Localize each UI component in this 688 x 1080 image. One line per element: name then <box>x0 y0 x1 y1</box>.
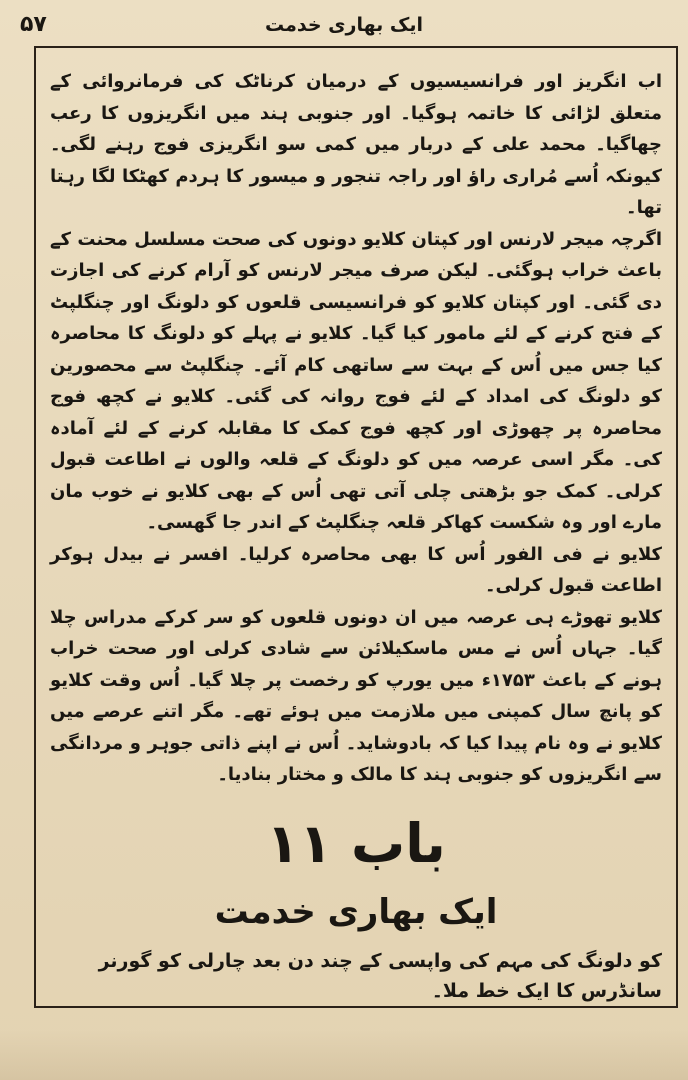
body-text <box>50 66 662 791</box>
paragraph: اگرچہ میجر لارنس اور کپتان کلایو دونوں کی صحت مسلسل محنت کے باعث خراب ہوگئی۔ لیکن صرف میجر لارنس کو آرام کرنے کی اجازت دی گئی۔ اور کپتان کلایو کو فرانسیسی قلعوں کو دلونگ اور چنگلپٹ کے فتح کرنے کے لئے مامور کیا گیا۔ کلایو نے پہلے کو دلونگ کا محاصرہ کیا جس میں اُس کے بہت سے ساتھی کام آئے۔ چنگلپٹ سے محصورین کو دلونگ کی امداد کے لئے فوج روانہ کی گئی۔ کلایو نے کچھ فوج محاصرہ پر چھوڑی اور کچھ فوج کمک کا مقابلہ کرنے کے لئے آمادہ کی۔ مگر اسی عرصہ میں کو دلونگ کے قلعہ والوں نے اطاعت قبول کرلی۔ کمک جو بڑھتی چلی آتی تھی اُس کے بھی کلایو نے خوب مان مارے اور وہ شکست کھاکر قلعہ چنگلپٹ کے اندر جا گھسی۔ <box>50 228 662 533</box>
page-number: ۵۷ <box>20 12 47 37</box>
paragraph: کلایو تھوڑے ہی عرصہ میں ان دونوں قلعوں کو سر کرکے مدراس چلا گیا۔ جہاں اُس نے مس ماسکیلائن سے شادی کرلی اور صحت خراب ہونے کے باعث ۱۷۵۳ء میں یورپ کو رخصت پر چلا گیا۔ اُس وقت کلایو کو پانچ سال کمپنی میں ملازمت میں ہوئے تھے۔ مگر اتنے عرصے میں کلایو نے وہ نام پیدا کیا کہ بادوشاید۔ اُس نے اپنے ذاتی جوہر و مردانگی سے انگریزوں کو جنوبی ہند کا مالک و مختار بنادیا۔ <box>50 606 662 785</box>
page-header <box>0 6 688 42</box>
chapter-label: باب ۱۱ <box>266 812 446 875</box>
paragraph: کلایو نے فی الفور اُس کا بھی محاصرہ کرلیا۔ افسر نے بیدل ہوکر اطاعت قبول کرلی۔ <box>50 543 662 596</box>
page-bottom-edge <box>0 1030 688 1080</box>
paragraph: اب انگریز اور فرانسیسیوں کے درمیان کرناٹک کی فرمانروائی کے متعلق لڑائی کا خاتمہ ہوگیا۔ اور جنوبی ہند میں انگریزوں کا رعب چھاگیا۔ محمد علی کے دربار میں کمی سو انگریزی فوج رہنے لگی۔ کیونکہ اُسے مُراری راؤ اور راجہ تنجور و میسور کا ہردم کھٹکا لگا رہتا تھا۔ <box>50 71 662 218</box>
chapter-intro: کو دلونگ کی مہم کی واپسی کے چند دن بعد چارلی کو گورنر سانڈرس کا ایک خط ملا۔ <box>98 950 662 1002</box>
chapter-title: ایک بھاری خدمت <box>214 892 498 932</box>
running-title: ایک بھاری خدمت <box>264 14 424 36</box>
